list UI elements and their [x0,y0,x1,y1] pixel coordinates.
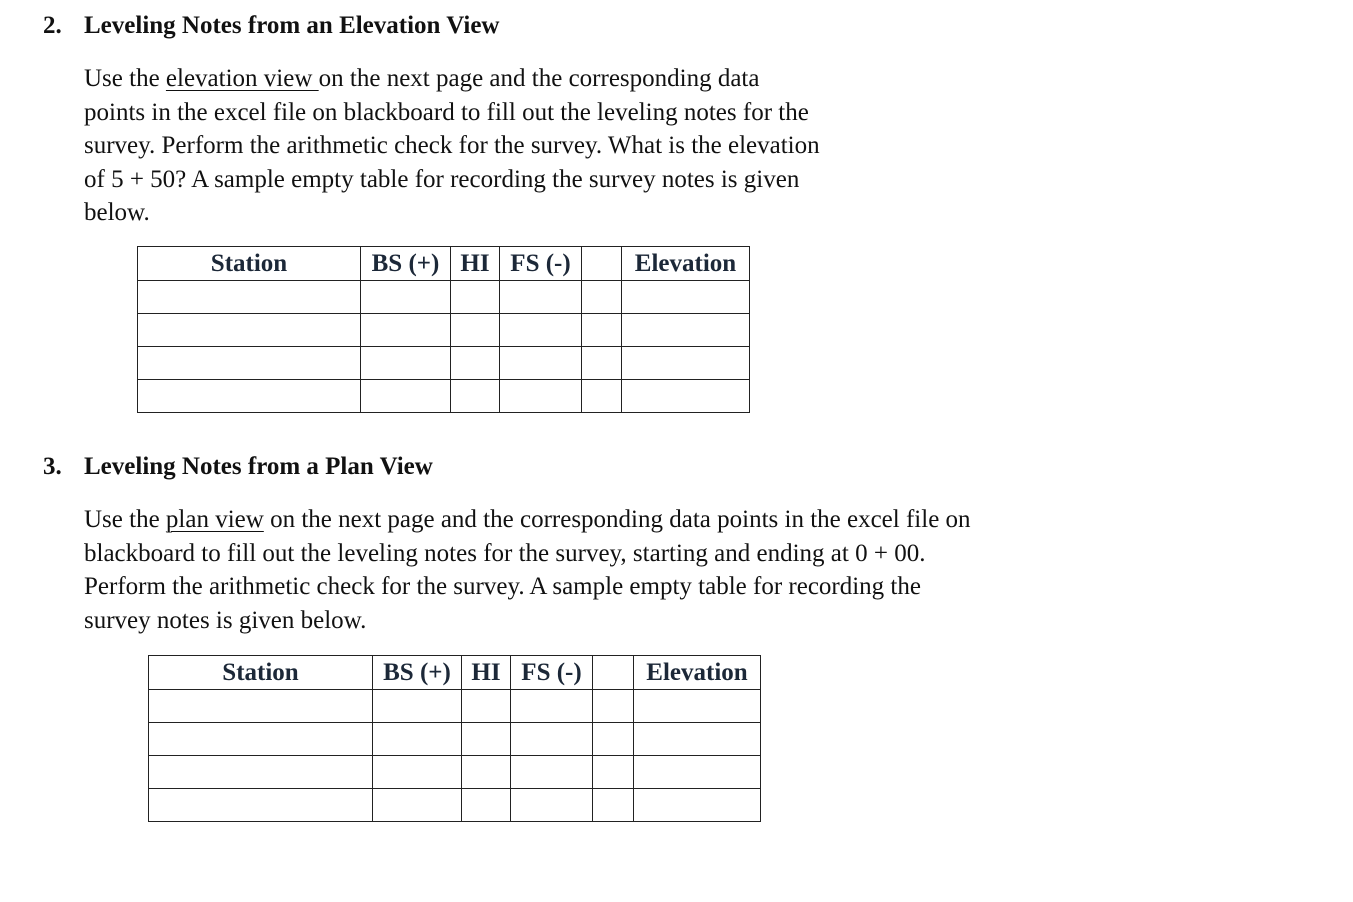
section-2-line1-pre: Use the [84,65,166,92]
table-cell [462,756,511,789]
section-3-heading [43,452,433,482]
section-3-line3: Perform the arithmetic check for the survey. A sample empty table for recording the [84,573,921,600]
table-cell [138,380,361,413]
table-row [149,756,761,789]
table-cell [634,756,761,789]
table-header-row [138,247,750,281]
header-foresight: FS (-) [511,656,593,690]
header-backsight: BS (+) [373,656,462,690]
table-cell [634,789,761,822]
table-cell [582,347,622,380]
table-cell [451,281,500,314]
table-cell [593,756,634,789]
table-cell [373,690,462,723]
section-2-line1-post: on the next page and the corresponding data [318,65,760,92]
table-cell [500,281,582,314]
section-2-line2: points in the excel file on blackboard to fill out the leveling notes for the [84,98,809,126]
table-cell [361,281,451,314]
table-cell [622,347,750,380]
header-elevation: Elevation [634,656,761,690]
table-cell [451,347,500,380]
plan-view-link: plan view [165,506,264,533]
table-cell [582,314,622,347]
table-cell [373,723,462,756]
section-3-title: Leveling Notes from a Plan View [84,453,433,480]
table-cell [511,723,593,756]
elevation-view-link: elevation view [165,65,319,92]
table-cell [462,690,511,723]
section-3-number: 3. [43,453,62,480]
table-cell [149,756,373,789]
table-cell [511,789,593,822]
header-backsight: BS (+) [361,247,451,281]
header-station: Station [138,247,361,281]
table-cell [593,789,634,822]
leveling-notes-table-1 [137,246,750,413]
table-cell [451,380,500,413]
table-cell [582,380,622,413]
header-height-of-instrument: HI [451,247,500,281]
table-row [138,314,750,347]
table-cell [462,789,511,822]
table-cell [361,347,451,380]
table-cell [622,380,750,413]
table-cell [500,314,582,347]
section-2-heading [43,11,499,41]
table-cell [138,314,361,347]
table-row [138,380,750,413]
section-3-line1-pre: Use the [84,506,166,533]
section-3-line1-post: on the next page and the corresponding data points in the excel file on [263,506,971,533]
table-header-row [149,656,761,690]
table-cell [138,281,361,314]
table-cell [593,690,634,723]
section-2-title: Leveling Notes from an Elevation View [84,12,500,39]
table-cell [373,756,462,789]
table-cell [149,789,373,822]
table-cell [511,756,593,789]
table-cell [634,690,761,723]
table-cell [500,380,582,413]
header-height-of-instrument: HI [462,656,511,690]
table-cell [511,690,593,723]
table-cell [361,314,451,347]
table-cell [462,723,511,756]
section-2-line5: below. [84,199,150,226]
section-2-line3: survey. Perform the arithmetic check for the survey. What is the elevation [84,132,820,159]
section-3-line2: blackboard to fill out the leveling notes for the survey, starting and ending at 0 + 00. [84,539,926,567]
table-cell [622,314,750,347]
header-blank [582,247,622,281]
table-cell [593,723,634,756]
header-elevation: Elevation [622,247,750,281]
table-row [149,690,761,723]
table-cell [451,314,500,347]
section-2-paragraph [84,62,820,230]
table-cell [149,690,373,723]
table-cell [373,789,462,822]
table-row [149,789,761,822]
table-cell [138,347,361,380]
section-3-line4: survey notes is given below. [84,606,367,634]
table-row [149,723,761,756]
table-cell [500,347,582,380]
table-row [138,281,750,314]
table-cell [634,723,761,756]
section-2-line4: of 5 + 50? A sample empty table for recording the survey notes is given [84,165,800,193]
header-foresight: FS (-) [500,247,582,281]
table-cell [582,281,622,314]
section-2-number: 2. [43,12,62,39]
table-cell [149,723,373,756]
leveling-notes-table-2 [148,655,761,822]
section-3-paragraph [84,503,971,637]
header-blank [593,656,634,690]
header-station: Station [149,656,373,690]
table-cell [361,380,451,413]
table-row [138,347,750,380]
table-cell [622,281,750,314]
